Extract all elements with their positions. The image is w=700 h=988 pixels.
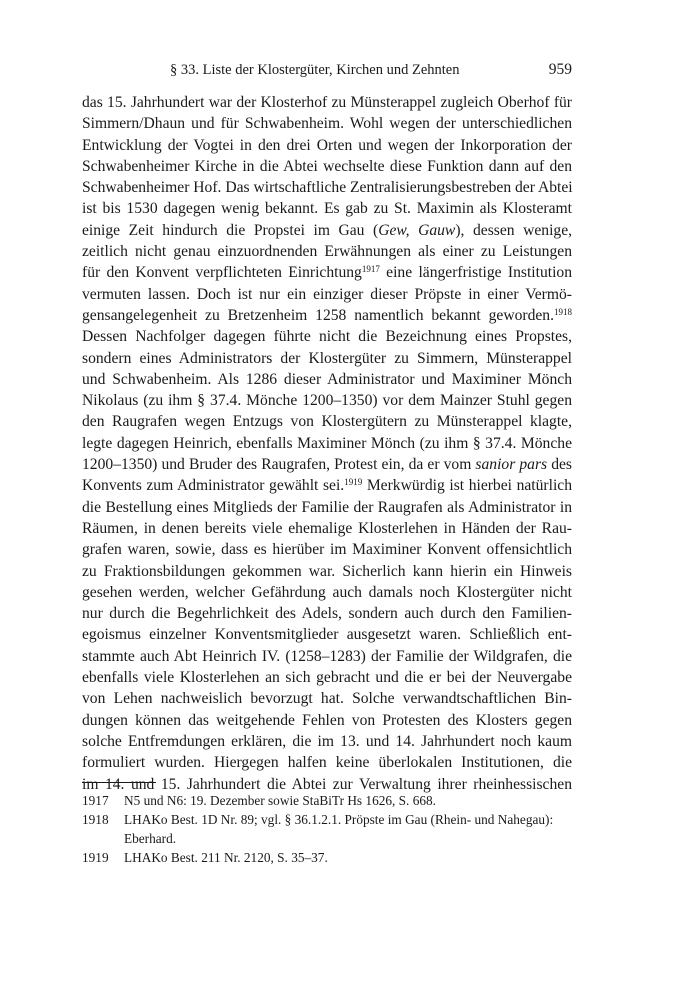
text-line: zeitlich nicht genau einzuordnenden Erwähnungen als einer zu Leistungen [82, 243, 572, 261]
footnote-ref-1917: 1917 [361, 264, 380, 275]
footnote-text: N5 und N6: 19. Dezember sowie StaBiTr Hs 1626, S. 668. [124, 793, 436, 808]
text-line: im 14. und 15. Jahrhundert die Abtei zur Verwaltung ihrer rheinhessischen [82, 775, 572, 793]
text-line: den Raugrafen wegen Entzugs von Klostergütern zu Münsterappel klagte, [82, 413, 572, 431]
text-line: ist bis 1530 dagegen wenig bekannt. Es gab zu St. Maximin als Klosteramt [82, 200, 572, 218]
text-line: Dessen Nachfolger dagegen führte nicht die Bezeichnung eines Propstes, [82, 328, 572, 346]
text-line: Schwabenheimer Hof. Das wirtschaftliche Zentralisierungsbestreben der Abtei [82, 179, 573, 197]
text-line: Nikolaus (zu ihm § 37.4. Mönche 1200–1350) vor dem Mainzer Stuhl gegen [82, 392, 572, 410]
text-line: und Schwabenheim. Als 1286 dieser Administrator und Maximiner Mönch [82, 370, 572, 388]
text-line: Konvents zum Administrator gewählt sei.$^{1919}$ Merkwürdig ist hierbei natürlich [82, 477, 573, 495]
italic-term: Gew, Gauw [378, 221, 456, 239]
text-line: ebenfalls viele Klosterlehen an sich gebracht und die er bei der Neuvergabe [82, 669, 572, 687]
footnote-ref-1919: 1919 [344, 477, 363, 488]
text-line: Schwabenheimer Kirche in die Abtei wechselte diese Funktion dann auf den [82, 157, 572, 175]
footnote-number: 1917 [82, 793, 109, 808]
footnotes [82, 791, 572, 867]
text-line: einige Zeit hindurch die Propstei im Gau (Gew, Gauw), dessen wenige, [82, 221, 573, 239]
body-text [82, 92, 572, 795]
footnote-1918 [82, 810, 572, 848]
footnote-ref-1918: 1918 [554, 306, 572, 317]
footnote-1917 [82, 791, 572, 810]
text-line: Entwicklung der Vogtei in den drei Orten und wegen der Inkorporation der [82, 136, 572, 154]
text-line: für den Konvent verpflichteten Einrichtung$^{1917}$ eine längerfristige Institution [82, 264, 573, 282]
footnote-text: LHAKo Best. 211 Nr. 2120, S. 35–37. [124, 850, 328, 865]
running-title: § 33. Liste der Klostergüter, Kirchen und Zehnten [170, 62, 460, 78]
text-line: egoismus einzelner Konventsmitglieder ausgesetzt waren. Schließlich ent- [82, 626, 572, 644]
text-line: vermuten lassen. Doch ist nur ein einziger dieser Pröpste in einer Vermö- [82, 285, 572, 303]
text-line: die Bestellung eines Mitglieds der Familie der Raugrafen als Administrator in [82, 498, 572, 516]
footnote-number: 1918 [82, 812, 109, 827]
footnote-number: 1919 [82, 850, 109, 865]
text-line: nur durch die Begehrlichkeit des Adels, sondern auch durch den Familien- [82, 605, 572, 623]
footnote-text: LHAKo Best. 1D Nr. 89; vgl. § 36.1.2.1. Pröpste im Gau (Rhein- und Nahegau): [124, 812, 554, 827]
italic-term: sanior pars [475, 456, 548, 474]
footnote-text-continued: Eberhard. [124, 831, 177, 846]
text-line: dungen können das weitgehende Fehlen von Protesten des Klosters gegen [82, 711, 572, 729]
text-line: Räumen, in denen bereits viele ehemalige Klosterlehen in Händen der Rau- [82, 519, 572, 537]
text-line: stammte auch Abt Heinrich IV. (1258–1283) der Familie der Wildgrafen, die [82, 647, 572, 665]
text-line: von Lehen nachweislich bevorzugt hat. Solche verwandtschaftlichen Bin- [82, 690, 572, 708]
text-line: solche Entfremdungen erklären, die im 13. und 14. Jahrhundert noch kaum [82, 732, 572, 750]
text-line: das 15. Jahrhundert war der Klosterhof zu Münsterappel zugleich Oberhof für [82, 94, 572, 111]
text-line: zu Fraktionsbildungen gekommen war. Sicherlich kann hierin ein Hinweis [82, 562, 572, 580]
footnote-rule [82, 782, 156, 783]
footnote-1919 [82, 848, 572, 867]
text-line: formuliert wurden. Hiergegen halfen keine überlokalen Institutionen, die [82, 754, 572, 772]
text-line: grafen waren, sowie, dass es hierüber im Maximiner Konvent offensichtlich [82, 541, 572, 559]
text-line: sondern eines Administrators der Klostergüter zu Simmern, Münsterappel [82, 349, 572, 367]
text-line: gesehen werden, welcher Gefährdung auch damals noch Klostergüter nicht [82, 583, 572, 601]
page-number: 959 [548, 61, 572, 78]
text-line: legte dagegen Heinrich, ebenfalls Maximiner Mönch (zu ihm § 37.4. Mönche [82, 434, 572, 452]
text-line: 1200–1350) und Bruder des Raugrafen, Protest ein, da er vom sanior pars des [82, 456, 572, 474]
text-line: Simmern/Dhaun und für Schwabenheim. Wohl wegen der unterschiedlichen [82, 115, 572, 133]
text-line: gensangelegenheit zu Bretzenheim 1258 namentlich bekannt geworden.$^{1918}$ [82, 306, 572, 324]
